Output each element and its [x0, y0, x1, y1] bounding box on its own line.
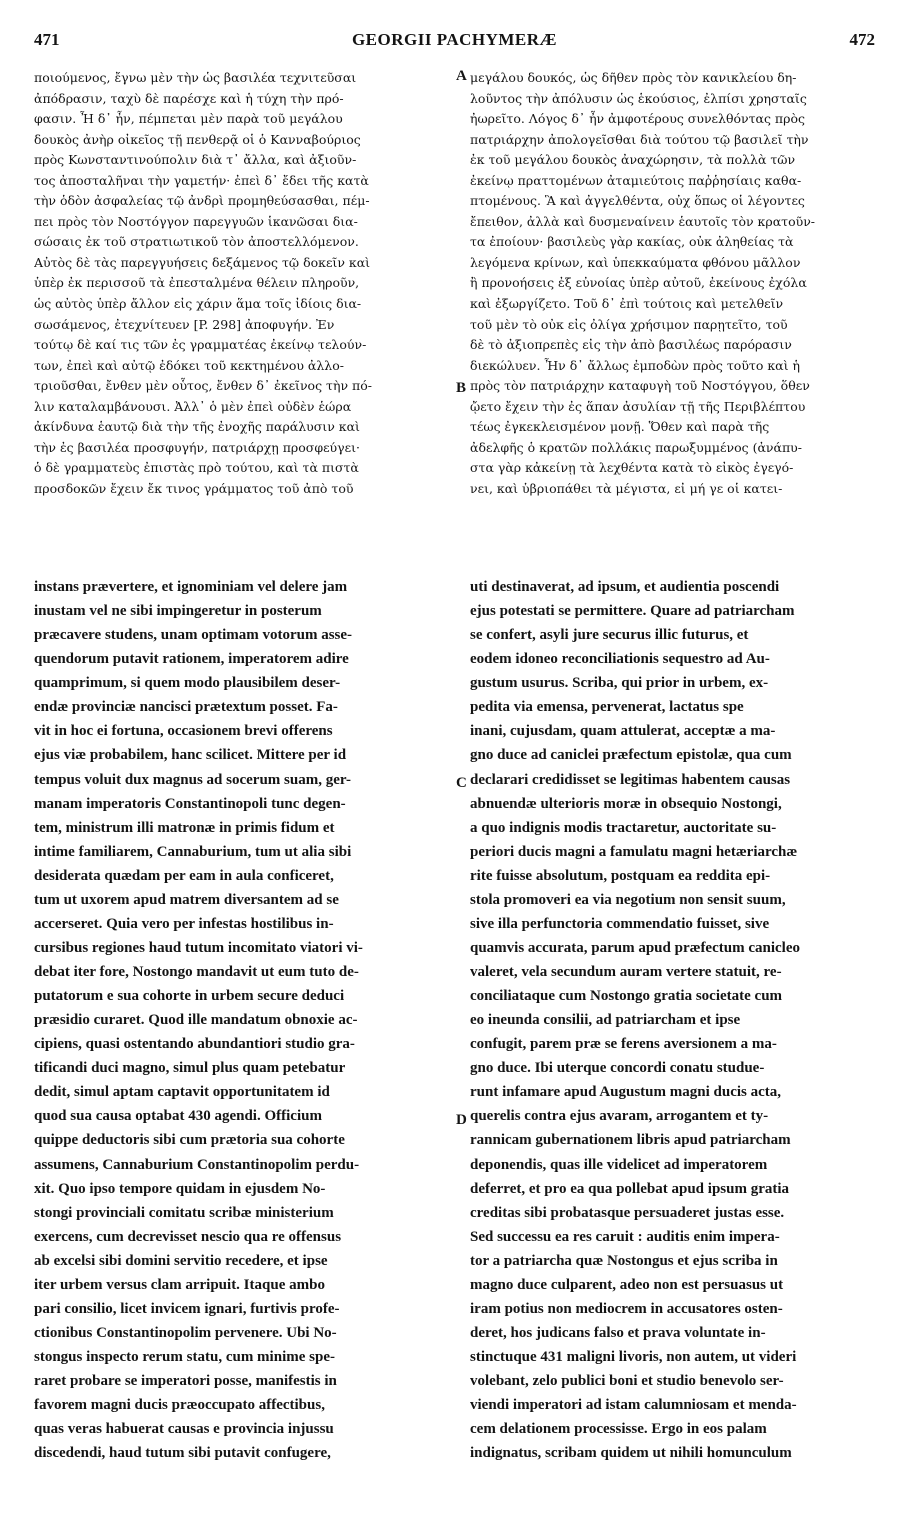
text-line: Αὐτὸς δὲ τὰς παρεγγυήσεις δεξάμενος τῷ δοκεῖν καὶ — [34, 254, 371, 270]
text-line: præcavere studens, unam optimam votorum asse- — [34, 627, 353, 644]
text-line: rite fuisse absolutum, postquam ea reddita epi- — [470, 867, 771, 884]
text-line: assumens, Cannaburium Constantinopolim perdu- — [34, 1156, 360, 1173]
text-line: ejus potestati se permittere. Quare ad patriarcham — [470, 603, 795, 620]
text-line: deret, hos judicans falso et prava voluntate in- — [470, 1324, 766, 1341]
text-line: exercens, cum decrevisset nescio qua re offensus — [34, 1228, 342, 1245]
text-line: rannicam gubernationem libris apud patriarcham — [470, 1132, 791, 1149]
text-line: debat iter fore, Nostongo mandavit ut eum tuto de- — [34, 964, 359, 980]
text-line: νει, καὶ ὑβριοπάθει τὰ μέγιστα, εἰ μή γε οἱ κατει- — [470, 480, 783, 496]
text-line: accerseret. Quia vero per infestas hostilibus in- — [34, 915, 334, 932]
text-line: cursibus regiones haud tutum incomitato viatori vi- — [34, 939, 363, 956]
text-line: favorem magni ducis præoccupato affectibus, — [34, 1397, 325, 1414]
text-line: dedit, simul aptam captavit opportunitatem id — [34, 1084, 330, 1101]
text-line: creditas sibi probatasque persuaderet justas esse. — [470, 1204, 785, 1221]
running-title: GEORGII PACHYMERÆ — [351, 30, 558, 49]
text-line: καὶ ἐξωργίζετο. Τοῦ δ᾽ ἐπὶ τούτοις καὶ μετελθεῖν — [470, 296, 784, 312]
text-line: ᾤετο ἔχειν τὴν ἐς ἅπαν ἀσυλίαν τῇ τῆς Περιβλέπτου — [470, 398, 806, 414]
text-line: endæ provinciæ nancisci prætextum posset. Fa- — [34, 699, 338, 716]
text-line: stongus inspecto rerum statu, cum minime spe- — [34, 1349, 335, 1365]
text-line: τούτῳ δὲ καί τις τῶν ἐς γραμματέας ἐκείνῳ τελούν- — [34, 337, 367, 353]
latin-translation-left-column — [34, 575, 454, 1465]
text-line: magno duce culparent, adeo non est persuasus ut — [470, 1276, 784, 1293]
text-line: τέως ἐγκεκλεισμένον μονῇ. Ὅθεν καὶ παρὰ τῆς — [470, 419, 770, 435]
greek-text-right-column — [470, 68, 878, 499]
text-line: σώσαις ἐκ τοῦ στρατιωτικοῦ τὸν ἀποστελλόμενον. — [34, 234, 359, 250]
text-line: ἢ προνοήσεις ἐξ εὐνοίας ὑπὲρ αὐτοῦ, ἐκείνους ἐχόλα — [470, 275, 807, 291]
text-line: δουκὸς ἀνὴρ οἰκεῖος τῇ πενθερᾷ οἱ ὁ Κανναβούριος — [34, 131, 361, 147]
margin-letter-a: A — [456, 68, 467, 84]
text-line: quendorum putavit rationem, imperatorem adire — [34, 651, 349, 668]
text-line: tificandi duci magno, simul plus quam petebatur — [34, 1060, 346, 1077]
text-line: ἀδελφῆς ὁ κρατῶν πολλάκις παρωξυμμένος (ἀνάπυ- — [470, 439, 802, 455]
text-line: sive illa perfunctoria commendatio fuisset, sive — [470, 915, 770, 932]
text-line: querelis contra ejus avaram, arrogantem et ty- — [470, 1108, 769, 1125]
text-line: τὴν ἐς βασιλέα προσφυγήν, πατριάρχῃ προσφεύγει· — [34, 439, 360, 455]
page-number-left: 471 — [34, 30, 60, 49]
text-line: λιν καταλαμβάνουσι. Ἀλλ᾽ ὁ μὲν ἐπεὶ οὐδὲν ἑώρα — [34, 398, 352, 414]
text-line: stinctuque 431 maligni livoris, non autem, ut videri — [470, 1349, 797, 1365]
text-line: tempus voluit dux magnus ad socerum suam, ger- — [34, 771, 351, 788]
text-line: ἔπειθον, ἀλλὰ καὶ δυσμεναίνειν ἑαυτοῖς τὸν κρατοῦν- — [470, 213, 816, 229]
running-header — [34, 30, 875, 58]
text-line: ctionibus Constantinopolim pervenere. Ubi No- — [34, 1324, 337, 1341]
text-line: manam imperatoris Constantinopoli tunc degen- — [34, 795, 346, 812]
text-line: valeret, vela secundum auram vertere statuit, re- — [470, 964, 782, 980]
text-line: gustum usurus. Scriba, qui prior in urbem, ex- — [470, 675, 769, 692]
text-line: declarari credidisset se legitimas habentem causas — [470, 771, 791, 788]
text-line: tum ut uxorem apud matrem diversantem ad se — [34, 891, 339, 908]
text-line: τὴν ὁδὸν ἀσφαλείας τῷ ἀνδρὶ προμηθεύσασθαι, πέμ- — [34, 193, 370, 209]
text-line: quod sua causa optabat 430 agendi. Officium — [34, 1108, 322, 1125]
margin-letter-d: D — [456, 1112, 467, 1128]
text-line: inani, cujusdam, quam attulerat, acceptæ a ma- — [470, 723, 776, 740]
text-line: μεγάλου δουκός, ὡς δῆθεν πρὸς τὸν κανικλείου δη- — [470, 70, 797, 85]
text-line: προσδοκῶν ἔχειν ἔκ τινος γράμματος τοῦ ἀπὸ τοῦ — [34, 480, 354, 496]
margin-letter-b: B — [456, 380, 467, 396]
text-line: gno duce. Ibi uterque concordi conatu studue- — [470, 1060, 765, 1077]
text-line: λεγόμενα κρίνων, καὶ ὑπεκκαύματα φθόνου μᾶλλον — [470, 254, 801, 270]
text-line: τος ἀποσταλῆναι τὴν γαμετήν· ἐπεὶ δ᾽ ἔδει τῆς κατὰ — [34, 172, 369, 188]
text-line: eo ineunda consilii, ad patriarcham et ipse — [470, 1012, 741, 1029]
text-line: quas veras habuerat causas e provincia injussu — [34, 1421, 334, 1438]
text-line: πατριάρχην ἀπολογεῖσθαι διὰ τούτου τῷ βασιλεῖ τὴν — [470, 131, 809, 147]
text-line: se confert, asyli jure securus illic futurus, et — [470, 627, 749, 644]
text-line: πει πρὸς τὸν Νοστόγγον παρεγγυῶν ἱκανῶσαι δια- — [34, 213, 358, 229]
text-line: iter urbem versus clam arripuit. Itaque ambo — [34, 1276, 325, 1293]
text-line: volebant, zelo publici boni et studio benevolo ser- — [470, 1373, 784, 1390]
text-line: putatorum e sua cohorte in urbem secure deduci — [34, 988, 345, 1005]
text-line: τοῦ μὲν τὸ οὐκ εἰς ὀλίγα χρήσιμον παρῃτεῖτο, τοῦ — [470, 316, 788, 332]
text-line: pari consilio, licet invicem ignari, furtivis profe- — [34, 1300, 340, 1317]
text-line: præsidio curaret. Quod ille mandatum obnoxie ac- — [34, 1012, 358, 1029]
text-line: ἠωρεῖτο. Λόγος δ᾽ ἦν ἀμφοτέρους συνελθόντας πρὸς — [470, 111, 806, 127]
text-line: raret probare se imperatori posse, manifestis in — [34, 1373, 337, 1390]
text-line: tor a patriarcha quæ Nostongus et ejus scriba in — [470, 1252, 778, 1269]
text-line: indignatus, scribam quidem ut nihili homunculum — [470, 1445, 792, 1462]
text-line: eodem idoneo reconciliationis sequestro ad Au- — [470, 651, 770, 668]
text-line: instans prævertere, et ignominiam vel delere jam — [34, 579, 348, 595]
latin-translation-right-column — [470, 575, 878, 1465]
text-line: viendi imperatori ad istam calumniosam et menda- — [470, 1397, 797, 1414]
text-line: διεκώλυεν. Ἦν δ᾽ ἄλλως ἐμποδὼν πρὸς τοῦτο καὶ ἡ — [470, 357, 800, 373]
text-line: Sed successu ea res caruit : auditis enim impera- — [470, 1228, 780, 1245]
text-line: τα ἐποίουν· βασιλεὺς γὰρ κακίας, οὐκ ἀληθείας τὰ — [470, 234, 794, 250]
greek-text-left-column — [34, 68, 454, 499]
text-line: φασιν. Ἦ δ᾽ ἦν, πέμπεται μὲν παρὰ τοῦ μεγάλου — [34, 111, 343, 127]
text-line: quamprimum, si quem modo plausibilem deser- — [34, 675, 341, 692]
text-line: stongi provinciali comitatu scribæ ministerium — [34, 1204, 334, 1221]
text-line: ἐκείνῳ πραττομένων ἀταμιεύτοις παῤῥησίαις καθα- — [470, 172, 802, 188]
text-line: ab excelsi sibi domini servitio recedere, et ipse — [34, 1252, 328, 1269]
text-line: ποιούμενος, ἔγνω μὲν τὴν ὡς βασιλέα τεχνιτεῦσαι — [34, 70, 357, 85]
text-line: discedendi, haud tutum sibi putavit confugere, — [34, 1445, 331, 1462]
text-line: ἀκίνδυνα ἑαυτῷ διὰ τὴν τῆς ἐνοχῆς παράλυσιν καὶ — [34, 419, 360, 435]
text-line: των, ἐπεὶ καὶ αὐτῷ ἐδόκει τοῦ κεκτημένου ἀλλο- — [34, 357, 344, 373]
text-line: ejus viæ probabilem, hanc scilicet. Mittere per id — [34, 747, 347, 764]
text-line: τριοῦσθαι, ἔνθεν μὲν οὗτος, ἔνθεν δ᾽ ἐκεῖνος τὴν πό- — [34, 378, 373, 394]
text-line: στα γὰρ κἀκείνῃ τὰ λεχθέντα κατὰ τὸ εἰκὸς ἐγεγό- — [470, 460, 794, 476]
text-line: a quo indignis modis tractaretur, auctoritate su- — [470, 819, 777, 836]
text-line: periori ducis magni a famulatu magni hetæriarchæ — [470, 843, 798, 860]
text-line: tem, ministrum illi matronæ in primis fidum et — [34, 819, 335, 836]
text-line: desiderata quædam per eam in aula conficeret, — [34, 867, 334, 884]
text-line: intime familiarem, Cannaburium, tum ut alia sibi — [34, 843, 352, 860]
text-line: quippe deductoris sibi cum prætoria sua cohorte — [34, 1132, 345, 1149]
text-line: deponendis, quas ille videlicet ad imperatorem — [470, 1156, 768, 1173]
text-line: ὑπὲρ ἐκ περισσοῦ τὰ ἐπεσταλμένα θέλειν πληροῦν, — [34, 275, 360, 291]
text-line: deferret, et pro ea qua pollebat apud ipsum gratia — [470, 1180, 790, 1197]
text-line: quamvis accurata, parum apud præfectum canicleo — [470, 939, 800, 956]
text-line: abnuendæ ulterioris moræ in obsequio Nostongi, — [470, 795, 782, 812]
text-line: iram potius non mediocrem in accusatores osten- — [470, 1300, 783, 1317]
text-line: stola promoveri ea via negotium non sensit suum, — [470, 891, 786, 908]
text-line: pedita via emensa, pervenerat, lactatus spe — [470, 699, 744, 716]
text-line: gno duce ad caniclei præfectum epistolæ, qua cum — [470, 747, 792, 764]
text-line: πρὸς τὸν πατριάρχην καταφυγὴ τοῦ Νοστόγγου, ὅθεν — [470, 378, 810, 394]
text-line: confugit, parem præ se ferens aversionem a ma- — [470, 1036, 777, 1053]
text-line: vit in hoc ei fortuna, occasionem brevi offerens — [34, 723, 333, 740]
text-line: uti destinaverat, ad ipsum, et audientia poscendi — [470, 579, 780, 595]
page-number-right: 472 — [849, 30, 875, 49]
margin-letter-c: C — [456, 775, 467, 791]
text-line: inustam vel ne sibi impingeretur in posterum — [34, 603, 322, 620]
text-line: λοῦντος τὴν ἀπόλυσιν ὡς ἑκούσιος, ἐλπίσι χρησταῖς — [470, 90, 807, 106]
text-line: ἀπόδρασιν, ταχὺ δὲ παρέσχε καὶ ἡ τύχη τὴν πρό- — [34, 90, 344, 106]
text-line: cipiens, quasi ostentando abundantiori studio gra- — [34, 1036, 355, 1053]
text-line: σωσάμενος, ἐτεχνίτευεν [P. 298] ἀποφυγήν. Ἐν — [34, 316, 335, 332]
text-line: δὲ τὸ ἀξιοπρεπὲς εἰς τὴν ἀπὸ βασιλέως παρόρασιν — [470, 337, 792, 353]
text-line: πτομένους. Ἃ καὶ ἀγγελθέντα, οὐχ ὅπως οἱ λέγοντες — [470, 193, 805, 209]
text-line: xit. Quo ipso tempore quidam in ejusdem No- — [34, 1180, 326, 1197]
text-line: cem delationem processisse. Ergo in eos palam — [470, 1421, 767, 1438]
text-line: ἐκ τοῦ μεγάλου δουκὸς ἀναχώρησιν, τὰ πολλὰ τῶν — [470, 152, 796, 168]
text-line: πρὸς Κωνσταντινούπολιν διὰ τ᾽ ἄλλα, καὶ ἀξιοῦν- — [34, 152, 357, 168]
text-line: ὡς αὐτὸς ὑπὲρ ἄλλον εἰς χάριν ἅμα τοῖς ἰδίοις δια- — [34, 296, 362, 312]
text-line: runt infamare apud Augustum magni ducis acta, — [470, 1084, 782, 1101]
text-line: conciliataque cum Nostongo gratia societate cum — [470, 988, 783, 1005]
text-line: ὁ δὲ γραμματεὺς ἐπιστὰς πρὸ τούτου, καὶ τὰ πιστὰ — [34, 460, 359, 476]
